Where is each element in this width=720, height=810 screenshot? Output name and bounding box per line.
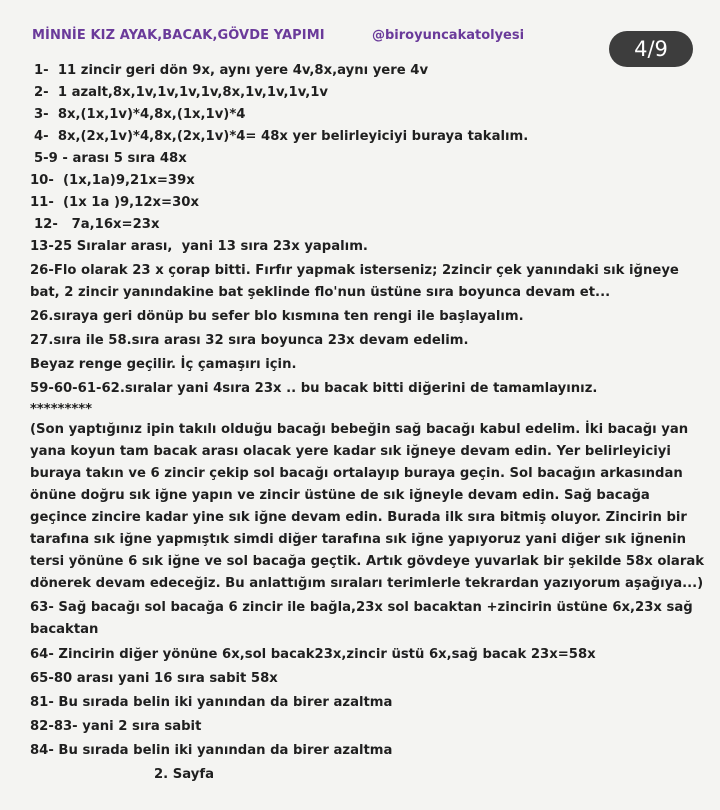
instruction-paragraph: 59-60-61-62.sıralar yani 4sıra 23x .. bu bacak bitti diğerini de tamamlayınız. [30, 381, 598, 397]
instruction-paragraph: 84- Bu sırada belin iki yanından da birer azaltma [30, 742, 393, 758]
instruction-line: 11- (1x 1a )9,12x=30x [30, 195, 199, 210]
instruction-paragraph: 26.sıraya geri dönüp bu sefer blo kısmına ten rengi ile başlayalım. [30, 309, 524, 325]
instruction-paragraph: 27.sıra ile 58.sıra arası 32 sıra boyunca 23x devam edelim. [30, 333, 469, 349]
explanation-paragraph: (Son yaptığınız ipin takılı olduğu bacağı bebeğin sağ bacağı kabul edelim. İki bacağı yan yana koyun tam bacak arası olacak yere kadar sık iğneye devam edin. Yer belirleyiciyi buraya takın ve 6 zincir çekip sol bacağı ortalayıp buraya geçin. Sol bacağın arkasından önüne doğru sık iğne yapın ve zincir üstüne de sık iğneyle devam edin. Sağ bacağa geçince zincire kadar yine sık iğne devam edin. Burada ilk sıra bitmiş oluyor. Zincirin bir tarafına sık iğne yapmıştık simdi diğer tarafına sık iğne yapıyoruz yani diğer sık iğnenin tersi yönüne 6 sık iğne ve sol bacağa geçtik. Artık gövdeye yuvarlak bir şekilde 58x olarak dönerek devam edeceğiz. Bu anlattığım sıraları terimlerle tekrardan yazıyorum aşağıya...) [30, 421, 704, 592]
header [32, 24, 680, 61]
page-footer-label: 2. Sayfa [154, 766, 215, 782]
instruction-line: 12- 7a,16x=23x [34, 217, 160, 232]
instruction-paragraph: 81- Bu sırada belin iki yanından da birer azaltma [30, 694, 393, 710]
instruction-paragraph: 64- Zincirin diğer yönüne 6x,sol bacak23x,zincir üstü 6x,sağ bacak 23x=58x [30, 646, 596, 662]
instruction-line: 10- (1x,1a)9,21x=39x [30, 173, 195, 188]
instruction-line: 5-9 - arası 5 sıra 48x [34, 151, 187, 166]
instruction-line: 3- 8x,(1x,1v)*4,8x,(1x,1v)*4 [34, 107, 246, 122]
instruction-paragraph: 82-83- yani 2 sıra sabit [30, 718, 202, 734]
instruction-paragraph: 65-80 arası yani 16 sıra sabit 58x [30, 670, 278, 686]
document-title: MİNNİE KIZ AYAK,BACAK,GÖVDE YAPIMI [32, 28, 325, 43]
instruction-paragraph: 26-Flo olarak 23 x çorap bitti. Fırfır yapmak isterseniz; 2zincir çek yanındaki sık iğneye bat, 2 zincir yanındakine bat şeklinde flo'nun üstüne sıra boyunca devam et... [30, 263, 679, 301]
separator-stars: ********* [30, 401, 93, 417]
page-counter-badge: 4/9 [609, 31, 693, 67]
instruction-line: 2- 1 azalt,8x,1v,1v,1v,1v,8x,1v,1v,1v,1v [34, 85, 329, 100]
instruction-paragraph: Beyaz renge geçilir. İç çamaşırı için. [30, 357, 297, 373]
instruction-paragraph: 63- Sağ bacağı sol bacağa 6 zincir ile bağla,23x sol bacaktan +zincirin üstüne 6x,23x sağ bacaktan [30, 600, 693, 638]
instruction-line: 4- 8x,(2x,1v)*4,8x,(2x,1v)*4= 48x yer belirleyiciyi buraya takalım. [34, 129, 529, 144]
pattern-instructions [30, 60, 705, 786]
instruction-line: 13-25 Sıralar arası, yani 13 sıra 23x yapalım. [30, 239, 368, 254]
author-handle: @biroyuncakatolyesi [372, 28, 525, 43]
instruction-line: 1- 11 zincir geri dön 9x, aynı yere 4v,8x,aynı yere 4v [34, 63, 429, 78]
